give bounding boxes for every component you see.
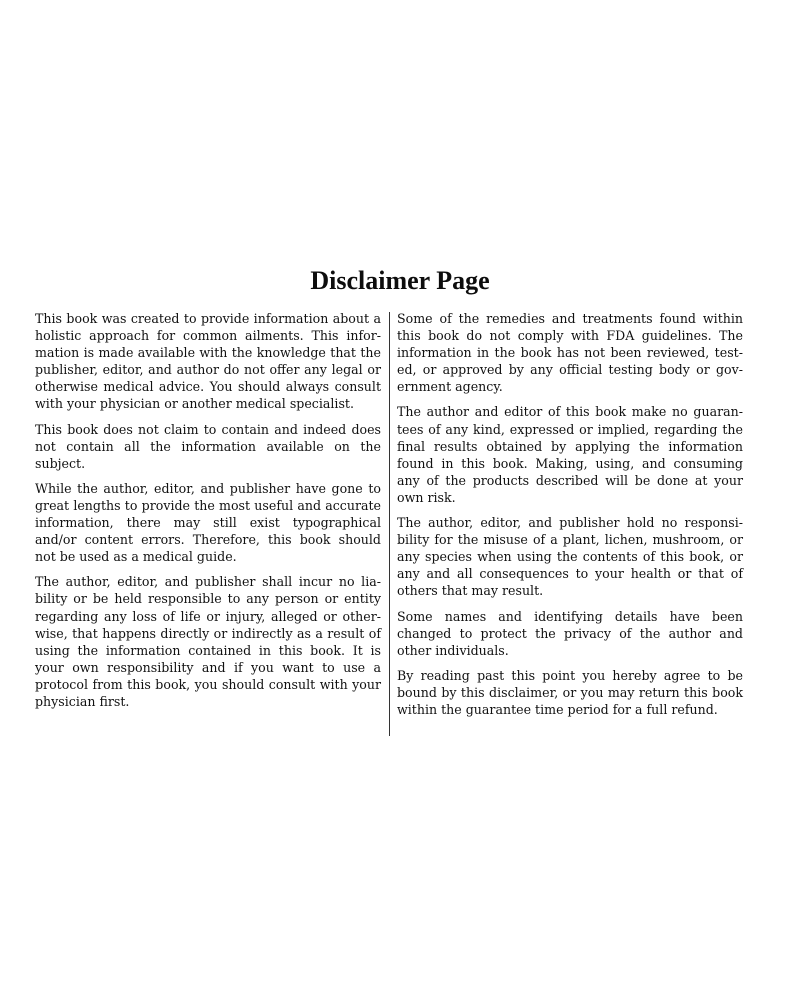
paragraph: The author, editor, and publisher hold no responsibility for the misuse of a plant, lichen, mushroom, or any species when using the contents of this book, or any and all consequences to your health or that of others that may result. bbox=[397, 515, 743, 599]
paragraph: The author and editor of this book make no guarantees of any kind, expressed or implied, regarding the final results obtained by applying the information found in this book. Making, using, and consuming any of the products described will be done at your own risk. bbox=[397, 404, 743, 505]
right-column bbox=[397, 310, 743, 726]
page-title: Disclaimer Page bbox=[310, 266, 490, 295]
paragraph: This book was created to provide information about a holistic approach for common ailments. This information is made available with the knowledge that the publisher, editor, and author do not offer any legal or otherwise medical advice. You should always consult with your physician or another medical specialist. bbox=[35, 311, 381, 412]
column-divider bbox=[389, 312, 390, 736]
paragraph: While the author, editor, and publisher have gone to great lengths to provide the most useful and accurate information, there may still exist typographical and/or content errors. Therefore, this book should not be used as a medical guide. bbox=[35, 480, 381, 565]
paragraph: Some names and identifying details have been changed to protect the privacy of the author and other individuals. bbox=[397, 608, 743, 658]
paragraph: By reading past this point you hereby agree to be bound by this disclaimer, or you may return this book within the guarantee time period for a full refund. bbox=[397, 667, 743, 717]
paragraph: Some of the remedies and treatments found within this book do not comply with FDA guidelines. The information in the book has not been reviewed, tested, or approved by any official testing body or government agency. bbox=[397, 311, 743, 395]
paragraph: This book does not claim to contain and indeed does not contain all the information available on the subject. bbox=[35, 421, 381, 471]
left-column bbox=[35, 310, 381, 718]
paragraph: The author, editor, and publisher shall incur no liability or be held responsible to any person or entity regarding any loss of life or injury, alleged or otherwise, that happens directly or indirectly as a result of using the information contained in this book. It is your own responsibility and if you want to use a protocol from this book, you should consult with your physician first. bbox=[35, 574, 381, 709]
